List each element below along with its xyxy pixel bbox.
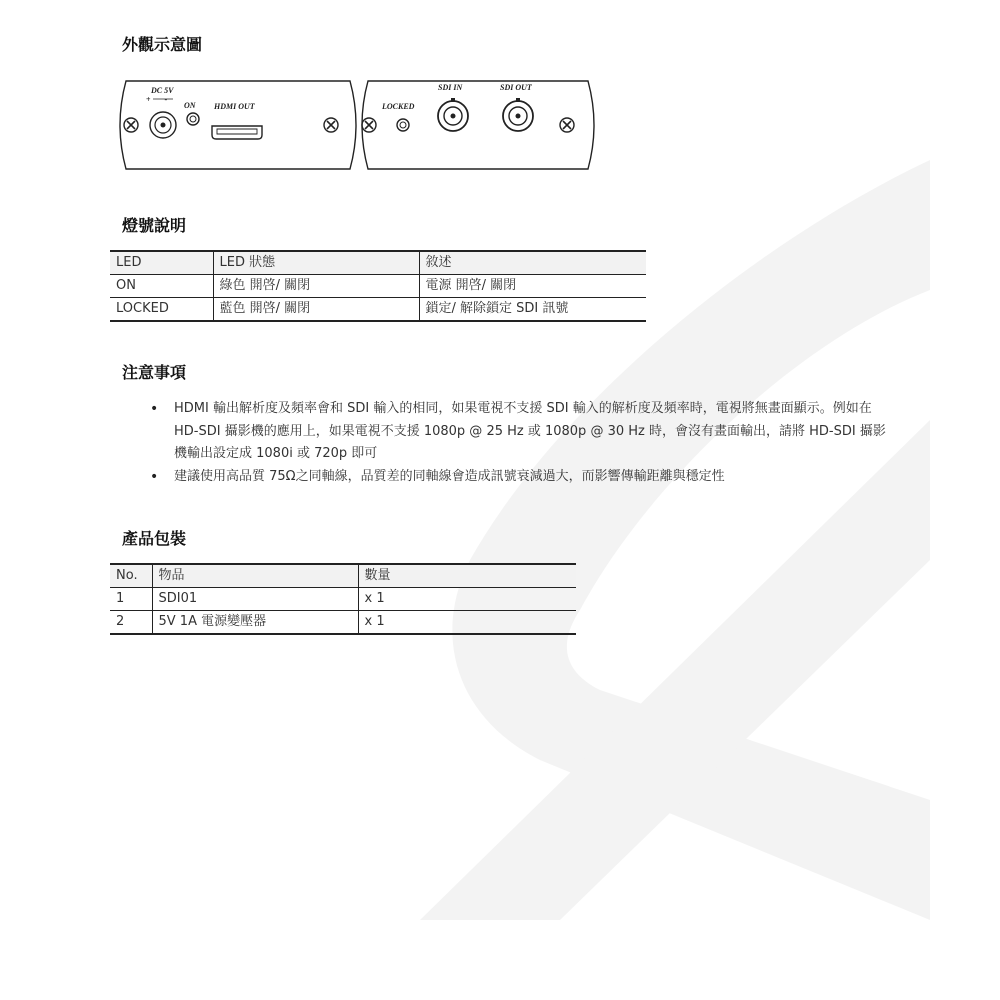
cell-quantity: x 1 bbox=[358, 611, 576, 635]
cell-led-status: 藍色 開啓/ 關閉 bbox=[213, 298, 419, 322]
cell-description: 鎖定/ 解除鎖定 SDI 訊號 bbox=[419, 298, 646, 322]
note-text: HDMI 輸出解析度及頻率會和 SDI 輸入的相同，如果電視不支援 SDI 輸入的解析度及頻率時，電視將無畫面顯示。例如在 HD-SDI 攝影機的應用上，如果電視不支援 1080p @ 25 Hz 或 1080p @ 30 Hz 時，會沒有畫面輸出，請將 HD-SDI 攝影機輸出設定成 1080i 或 720p 即可 bbox=[174, 401, 886, 461]
screw-icon bbox=[324, 118, 338, 132]
header-description: 敘述 bbox=[419, 251, 646, 275]
power-jack-icon bbox=[150, 112, 176, 138]
cell-item: 5V 1A 電源變壓器 bbox=[152, 611, 358, 635]
list-item bbox=[150, 466, 890, 489]
header-led: LED bbox=[110, 251, 213, 275]
bullet-icon: • bbox=[150, 401, 159, 417]
section-title-exterior: 外觀示意圖 bbox=[122, 35, 203, 54]
locked-label: LOCKED bbox=[382, 102, 415, 111]
table-row bbox=[110, 275, 646, 298]
list-item bbox=[150, 398, 890, 466]
cell-no: 1 bbox=[110, 588, 152, 611]
hdmi-out-label: HDMI OUT bbox=[214, 102, 255, 111]
notes-list bbox=[150, 398, 890, 488]
cell-led: ON bbox=[110, 275, 213, 298]
table-row bbox=[110, 298, 646, 322]
section-title-package: 產品包裝 bbox=[122, 529, 187, 548]
table-header-row bbox=[110, 251, 646, 275]
header-led-status: LED 狀態 bbox=[213, 251, 419, 275]
note-text: 建議使用高品質 75Ω之同軸線，品質差的同軸線會造成訊號衰減過大，而影響傳輸距離與穩定性 bbox=[174, 468, 725, 484]
header-no: No. bbox=[110, 564, 152, 588]
led-icon bbox=[397, 119, 409, 131]
cell-item: SDI01 bbox=[152, 588, 358, 611]
cell-description: 電源 開啓/ 關閉 bbox=[419, 275, 646, 298]
device-diagram bbox=[118, 76, 598, 174]
screw-icon bbox=[124, 118, 138, 132]
led-icon bbox=[187, 113, 199, 125]
section-title-notes: 注意事項 bbox=[122, 363, 187, 382]
bnc-connector-icon bbox=[438, 98, 468, 131]
hdmi-port-icon bbox=[212, 126, 262, 139]
screw-icon bbox=[560, 118, 574, 132]
table-row bbox=[110, 611, 576, 635]
cell-quantity: x 1 bbox=[358, 588, 576, 611]
led-table bbox=[110, 250, 646, 322]
header-item: 物品 bbox=[152, 564, 358, 588]
bnc-connector-icon bbox=[503, 98, 533, 131]
on-label: ON bbox=[184, 101, 196, 110]
dc-5v-label: DC 5V bbox=[151, 86, 174, 95]
screw-icon bbox=[362, 118, 376, 132]
header-quantity: 數量 bbox=[358, 564, 576, 588]
sdi-out-label: SDI OUT bbox=[500, 83, 532, 92]
cell-led-status: 綠色 開啓/ 關閉 bbox=[213, 275, 419, 298]
table-row bbox=[110, 588, 576, 611]
bullet-icon: • bbox=[150, 468, 159, 485]
polarity-label: + - bbox=[146, 95, 174, 104]
package-table bbox=[110, 563, 576, 635]
sdi-in-label: SDI IN bbox=[438, 83, 463, 92]
cell-no: 2 bbox=[110, 611, 152, 635]
table-header-row bbox=[110, 564, 576, 588]
cell-led: LOCKED bbox=[110, 298, 213, 322]
section-title-led: 燈號說明 bbox=[122, 216, 187, 235]
